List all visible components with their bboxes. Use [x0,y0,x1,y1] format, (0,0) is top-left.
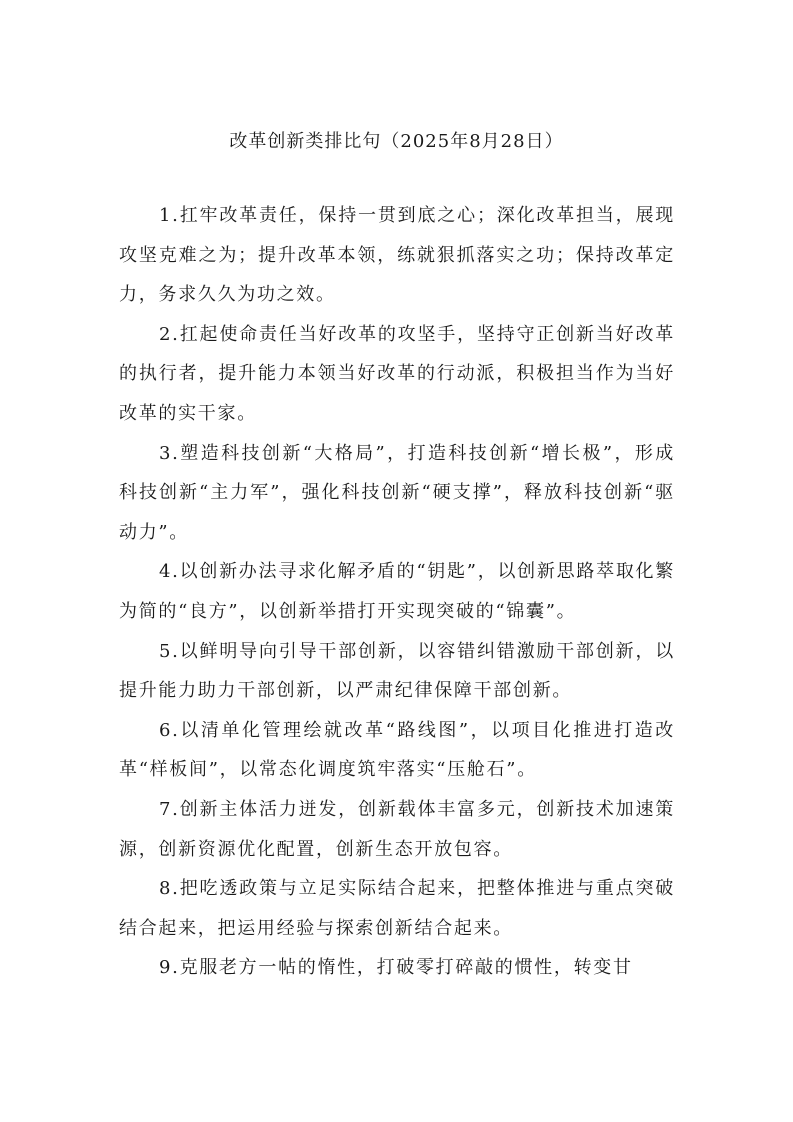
paragraph-8: 8.把吃透政策与立足实际结合起来，把整体推进与重点突破结合起来，把运用经验与探索创新结合起来。 [119,878,675,939]
paragraph-2: 2.扛起使命责任当好改革的攻坚手，坚持守正创新当好改革的执行者，提升能力本领当好改革的行动派，积极担当作为当好改革的实干家。 [119,323,675,424]
document-body [119,196,675,988]
paragraph-5: 5.以鲜明导向引导干部创新，以容错纠错激励干部创新，以提升能力助力干部创新，以严肃纪律保障干部创新。 [119,640,675,702]
paragraph-6: 6.以清单化管理绘就改革“路线图”，以项目化推进打造改革“样板间”，以常态化调度筑牢落实“压舱石”。 [119,719,675,781]
paragraph-4: 4.以创新办法寻求化解矛盾的“钥匙”，以创新思路萃取化繁为简的“良方”，以创新举措打开实现突破的“锦囊”。 [119,561,675,622]
paragraph-1: 1.扛牢改革责任，保持一贯到底之心；深化改革担当，展现攻坚克难之为；提升改革本领，练就狠抓落实之功；保持改革定力，务求久久为功之效。 [119,205,675,306]
document-title: 改革创新类排比句（2025年8月28日） [229,131,564,152]
paragraph-7: 7.创新主体活力迸发，创新载体丰富多元，创新技术加速策源，创新资源优化配置，创新生态开放包容。 [119,798,675,860]
paragraph-9: 9.克服老方一帖的惰性，打破零打碎敲的惯性，转变甘 [159,957,633,979]
paragraph-3: 3.塑造科技创新“大格局”，打造科技创新“增长极”，形成科技创新“主力军”，强化科技创新“硬支撑”，释放科技创新“驱动力”。 [119,442,675,543]
